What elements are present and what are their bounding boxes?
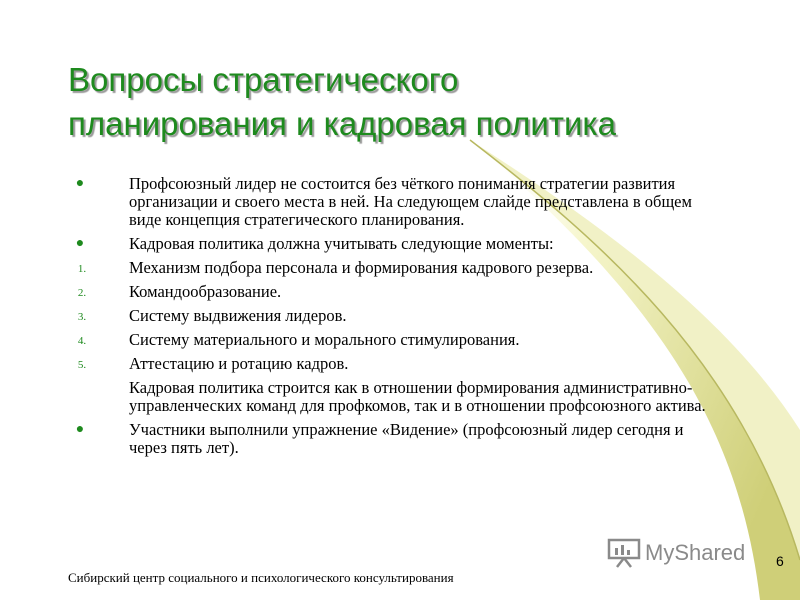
bullet-icon: ● — [75, 236, 85, 251]
presentation-board-icon — [607, 538, 641, 568]
bullet-icon: ● — [75, 176, 85, 191]
item-text: Кадровая политика строится как в отношении формирования административно-управленческих команд для профкомов, так и в отношении профсоюзного актива. — [129, 378, 706, 415]
item-text: Кадровая политика должна учитывать следующие моменты: — [129, 234, 554, 253]
title-line-2: планирования и кадровая политика — [68, 105, 616, 142]
list-item — [70, 259, 720, 277]
list-item — [70, 307, 720, 325]
number-marker: 3. — [77, 311, 87, 323]
list-item — [70, 379, 720, 415]
item-text: Систему материального и морального стимулирования. — [129, 330, 520, 349]
page-number: 6 — [776, 553, 784, 569]
list-item — [70, 283, 720, 301]
item-text: Участники выполнили упражнение «Видение» (профсоюзный лидер сегодня и через пять лет). — [129, 420, 684, 457]
item-text: Аттестацию и ротацию кадров. — [129, 354, 349, 373]
item-text: Профсоюзный лидер не состоится без чёткого понимания стратегии развития организации и своего места в ней. На следующем слайде представлена в общем виде концепция стратегического планирования. — [129, 174, 692, 229]
bullet-icon: ● — [75, 422, 85, 437]
item-text: Систему выдвижения лидеров. — [129, 306, 347, 325]
list-item — [70, 175, 720, 229]
list-item — [70, 331, 720, 349]
number-marker: 2. — [77, 287, 87, 299]
number-marker: 1. — [77, 263, 87, 275]
watermark — [607, 538, 745, 568]
slide-footer: Сибирский центр социального и психологического консультирования — [68, 570, 454, 585]
watermark-text: MyShared — [645, 540, 746, 565]
number-marker: 5. — [77, 359, 87, 371]
item-text: Командообразование. — [129, 282, 282, 301]
slide-title — [68, 58, 768, 146]
title-line-1: Вопросы стратегического — [68, 61, 459, 98]
list-item — [70, 235, 720, 253]
number-marker: 4. — [77, 335, 87, 347]
item-text: Механизм подбора персонала и формирования кадрового резерва. — [129, 258, 594, 277]
content-list — [70, 175, 720, 463]
list-item — [70, 421, 720, 457]
list-item — [70, 355, 720, 373]
